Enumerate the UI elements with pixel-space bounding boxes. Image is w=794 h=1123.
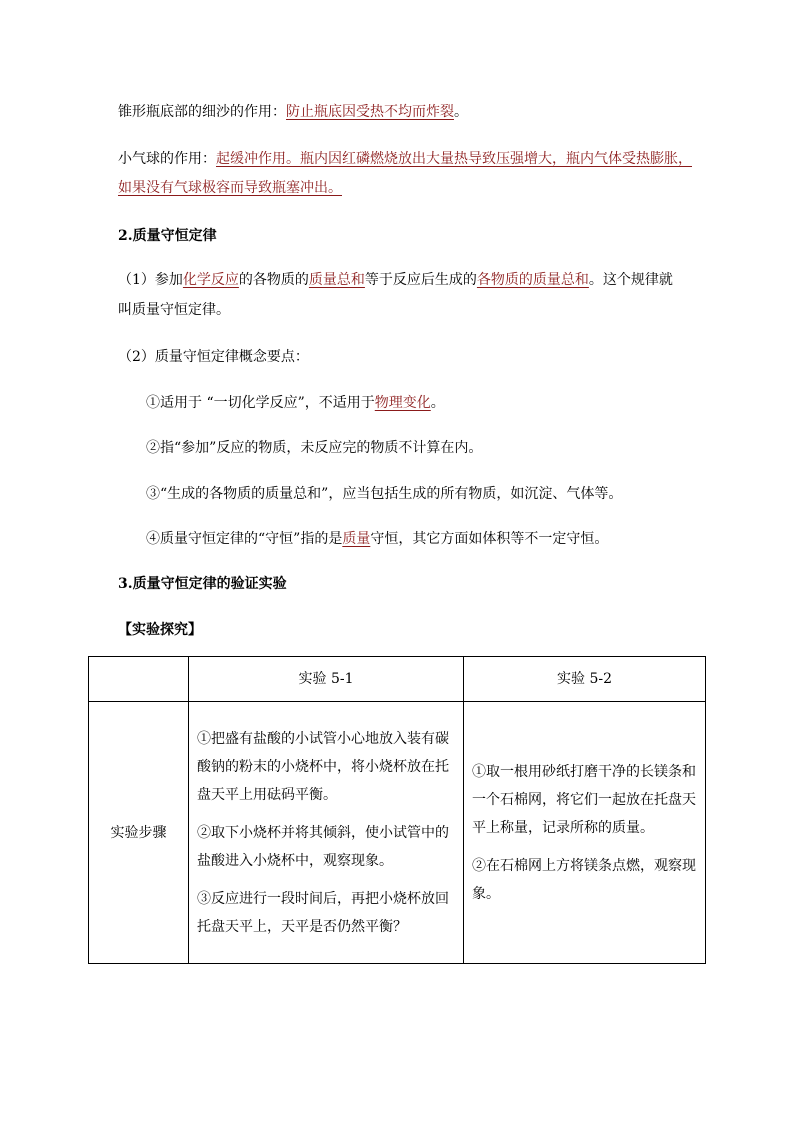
table-header-exp-5-1: 实验 5-1 <box>189 657 464 702</box>
sand-role-line <box>118 102 468 122</box>
definition-product-mass-total: 各物质的质量总和 <box>476 272 589 288</box>
sand-role-end: 。 <box>454 104 468 120</box>
key-point-1-end: 。 <box>430 395 445 411</box>
section-3-title: 3.质量守恒定律的验证实验 <box>118 576 287 592</box>
definition-text-c: 等于反应后生成的 <box>364 272 477 288</box>
section-2-title: 2.质量守恒定律 <box>118 228 217 244</box>
definition-text-b: 的各物质的 <box>238 272 309 288</box>
definition-text-a: （1）参加 <box>118 272 183 288</box>
key-point-3: ③“生成的各物质的质量总和”，应当包括生成的所有物质，如沉淀、气体等。 <box>146 486 623 502</box>
key-point-1-text: ①适用于 “一切化学反应”，不适用于 <box>146 395 375 411</box>
key-point-4 <box>146 529 608 549</box>
table-header-empty <box>89 657 189 702</box>
key-point-4-end: 守恒，其它方面如体积等不一定守恒。 <box>370 531 609 547</box>
exp-5-2-step-1: ①取一根用砂纸打磨干净的长镁条和一个石棉网，将它们一起放在托盘天平上称量，记录所称的质量。 <box>472 763 696 836</box>
row-label-steps: 实验步骤 <box>89 702 189 964</box>
exp-5-2-steps <box>464 702 706 964</box>
balloon-role-line2 <box>118 178 342 198</box>
balloon-role-answer-2: 如果没有气球极容而导致瓶塞冲出。 <box>118 180 342 196</box>
experiment-explore-title: 【实验探究】 <box>118 622 202 638</box>
balloon-role-label: 小气球的作用： <box>118 151 216 167</box>
table-header-exp-5-2: 实验 5-2 <box>464 657 706 702</box>
balloon-role-line1 <box>118 149 692 169</box>
key-point-1-physical-change: 物理变化 <box>374 395 431 411</box>
table-header-row <box>89 657 706 702</box>
key-points-title: （2）质量守恒定律概念要点： <box>118 349 309 365</box>
definition-chemical-reaction: 化学反应 <box>182 272 239 288</box>
key-point-2: ②指“参加”反应的物质，未反应完的物质不计算在内。 <box>146 440 483 456</box>
exp-5-1-steps <box>189 702 464 964</box>
exp-5-1-step-1: ①把盛有盐酸的小试管小心地放入装有碳酸钠的粉末的小烧杯中，将小烧杯放在托盘天平上用砝码平衡。 <box>197 730 449 803</box>
exp-5-1-step-2: ②取下小烧杯并将其倾斜，使小试管中的盐酸进入小烧杯中，观察现象。 <box>197 824 449 869</box>
key-point-4-text: ④质量守恒定律的“守恒”指的是 <box>146 531 343 547</box>
table-row <box>89 702 706 964</box>
key-point-4-mass: 质量 <box>342 531 371 547</box>
definition-line1 <box>118 270 673 290</box>
sand-role-answer: 防止瓶底因受热不均而炸裂 <box>286 104 454 120</box>
balloon-role-answer-1: 起缓冲作用。瓶内因红磷燃烧放出大量热导致压强增大，瓶内气体受热膨胀， <box>216 151 692 167</box>
sand-role-label: 锥形瓶底部的细沙的作用： <box>118 104 286 120</box>
experiment-table <box>88 656 706 964</box>
definition-text-d: 。这个规律就 <box>588 272 673 288</box>
exp-5-1-step-3: ③反应进行一段时间后，再把小烧杯放回托盘天平上，天平是否仍然平衡？ <box>197 890 449 935</box>
key-point-1 <box>146 393 445 413</box>
definition-mass-total: 质量总和 <box>308 272 365 288</box>
definition-line2: 叫质量守恒定律。 <box>118 302 230 318</box>
exp-5-2-step-2: ②在石棉网上方将镁条点燃，观察现象。 <box>472 857 696 902</box>
